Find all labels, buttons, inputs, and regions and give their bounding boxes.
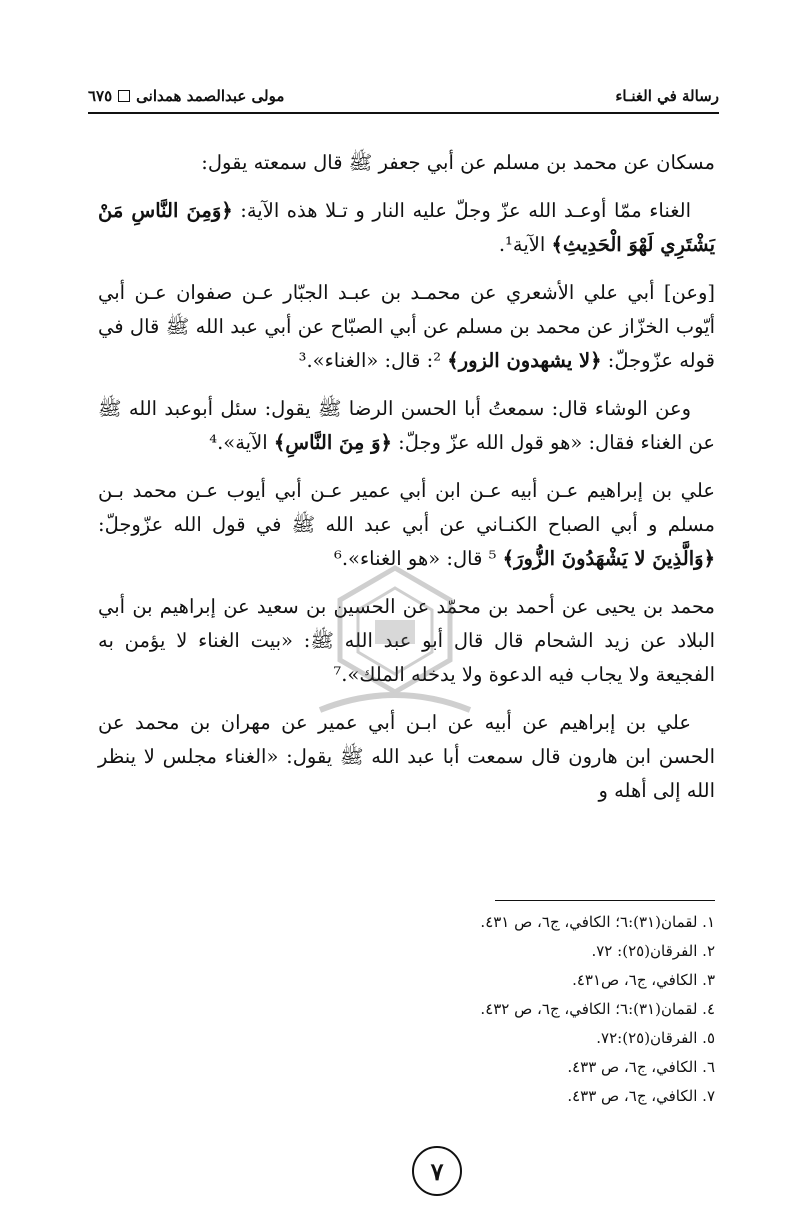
- paragraph-3-text: [وعن] أبي علي الأشعري عن محمـد بن عبـد الجبّار عـن صفوان عـن أبي أيّوب الخزّاز عن محمد بن مسلم عن أبي الصبّاح عن أبي عبد الله ﷺ قال في قوله عزّوجلّ:: [98, 281, 715, 372]
- paragraph-3: [98, 276, 715, 378]
- paragraph-2: [98, 194, 715, 262]
- paragraph-5-text: علي بن إبراهيم عـن أبيه عـن ابن أبي عمير عـن أبي أيوب عـن محمد بـن مسلم و أبي الصباح الكنـاني عن أبي عبد الله ﷺ في قول الله عزّوجلّ:: [98, 479, 715, 536]
- footnote-item: ٤. لقمان(٣١):٦؛ الكافي، ج٦، ص ٤٣٢.: [480, 1000, 715, 1018]
- paragraph-5-end: ⁵ قال: «هو الغناء».⁶: [334, 547, 503, 570]
- paragraph-4-text: وعن الوشاء قال: سمعتُ أبا الحسن الرضا ﷺ يقول: سئل أبوعبد الله ﷺ عن الغناء فقال: «هو قول الله عزّ وجلّ:: [98, 397, 715, 454]
- paragraph-7: علي بن إبراهيم عن أبيه عن ابـن أبي عمير عن مهران بن محمد عن الحسن ابن هارون قال سمعت أبا عبد الله ﷺ يقول: «الغناء مجلس لا ينظر الله إلى أهله و: [98, 711, 715, 802]
- footnote-item: ٢. الفرقان(٢٥): ٧٢.: [591, 942, 715, 960]
- header-book-title: رسالة في الغنـاء: [615, 87, 719, 105]
- footnote-rule: [495, 900, 715, 901]
- paragraph-1: مسكان عن محمد بن مسلم عن أبي جعفر ﷺ قال سمعته يقول:: [201, 151, 715, 174]
- quran-verse: ﴿وَمِنَ النَّاسِ مَنْ يَشْتَرِي لَهْوَ الْحَدِيثِ﴾: [98, 199, 715, 256]
- footnote-item: ٧. الكافي، ج٦، ص ٤٣٣.: [567, 1087, 715, 1105]
- footnote-item: ٥. الفرقان(٢٥):٧٢.: [596, 1029, 715, 1047]
- footnotes-list: [300, 908, 715, 1111]
- header-rule: [88, 112, 719, 114]
- quran-verse: ﴿وَ مِنَ النَّاسِ﴾: [273, 431, 392, 454]
- footnote-item: ١. لقمان(٣١):٦؛ الكافي، ج٦، ص ٤٣١.: [480, 913, 715, 931]
- footnote-item: ٦. الكافي، ج٦، ص ٤٣٣.: [567, 1058, 715, 1076]
- paragraph-4: [98, 392, 715, 460]
- page-number-circle: ٧: [412, 1146, 462, 1196]
- header-separator-box: [118, 90, 130, 102]
- quran-verse: ﴿وَالَّذِينَ لا يَشْهَدُونَ الزُّورَ﴾: [502, 547, 715, 570]
- header-author: مولى عبدالصمد همدانى: [136, 87, 285, 105]
- paragraph-3-end: ²: قال: «الغناء».³: [298, 349, 448, 372]
- main-text: [98, 146, 715, 822]
- footnote-item: ٣. الكافي، ج٦، ص٤٣١.: [572, 971, 715, 989]
- header-author-block: [88, 87, 284, 105]
- paragraph-2-end: الآية¹.: [498, 233, 552, 256]
- paragraph-5: [98, 474, 715, 576]
- header-page-number: ٦٧٥: [88, 87, 113, 105]
- running-header: [88, 84, 719, 108]
- paragraph-4-end: الآية».⁴: [209, 431, 274, 454]
- quran-verse: ﴿لا يشهدون الزور﴾: [447, 349, 602, 372]
- paragraph-2-text: الغناء ممّا أوعـد الله عزّ وجلّ عليه النار و تـلا هذه الآية:: [232, 199, 691, 222]
- paragraph-6: محمد بن يحيى عن أحمد بن محمّد عن الحسين بن سعيد عن إبراهيم بن أبي البلاد عن زيد الشحام قال قال أبو عبد الله ﷺ: «بيت الغناء لا يؤمن به الفجيعة ولا يجاب فيه الدعوة ولا يدخله الملك».⁷: [98, 595, 715, 686]
